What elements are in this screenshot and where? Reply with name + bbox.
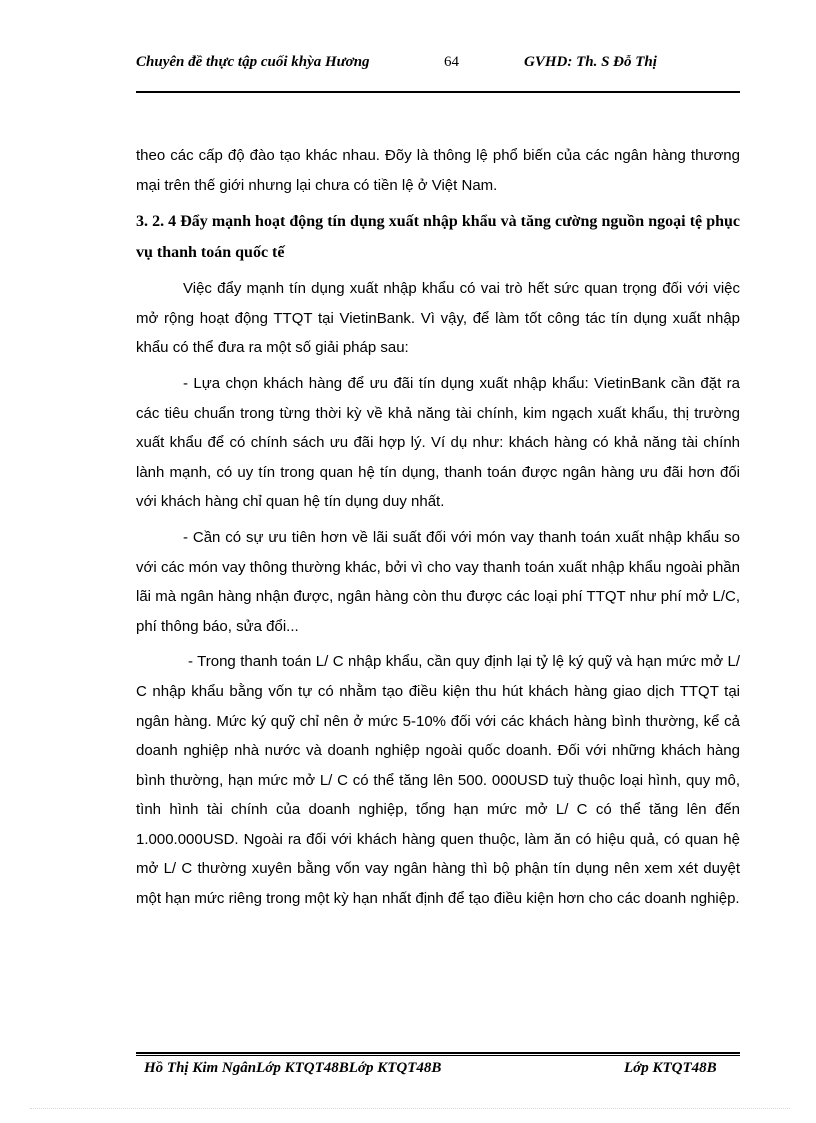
- body-text: [136, 141, 740, 920]
- paragraph-bullet-1: - Lựa chọn khách hàng để ưu đãi tín dụng xuất nhập khẩu: VietinBank cần đặt ra các tiêu chuẩn trong từng thời kỳ về khả năng tài chính, kim ngạch xuất khẩu, thị trường xuất khẩu để có chính sách ưu đãi hợp lý. Ví dụ như: khách hàng có khả năng tài chính lành mạnh, có uy tín trong quan hệ tín dụng, thanh toán được ngân hàng ưu đãi hơn đối với khách hàng chỉ quan hệ tín dụng duy nhất.: [136, 374, 740, 511]
- header-supervisor: GVHD: Th. S Đỗ Thị: [524, 54, 657, 70]
- page-number: 64: [444, 54, 459, 70]
- paragraph-bullet-3: - Trong thanh toán L/ C nhập khẩu, cần quy định lại tỷ lệ ký quỹ và hạn mức mở L/ C nhập khẩu bằng vốn tự có nhằm tạo điều kiện thu hút khách hàng giao dịch TTQT tại ngân hàng. Mức ký quỹ chỉ nên ở mức 5-10% đối với các khách hàng bình thường, kể cả doanh nghiệp nhà nước và doanh nghiệp ngoài quốc doanh. Đối với những khách hàng bình thường, hạn mức mở L/ C có thể tăng lên 500. 000USD tuỳ thuộc loại hình, quy mô, tình hình tài chính của doanh nghiệp, tổng hạn mức mở L/ C có thể tăng lên đến 1.000.000USD. Ngoài ra đối với khách hàng quen thuộc, làm ăn có hiệu quả, có quan hệ mở L/ C thường xuyên bằng vốn vay ngân hàng thì bộ phận tín dụng nên xem xét duyệt một hạn mức riêng trong một kỳ hạn nhất định để tạo điều kiện hơn cho các doanh nghiệp.: [136, 653, 740, 908]
- paragraph-bullet-2: - Cần có sự ưu tiên hơn về lãi suất đối với món vay thanh toán xuất nhập khẩu so với các món vay thông thường khác, bởi vì cho vay thanh toán xuất nhập khẩu ngoài phần lãi mà ngân hàng nhận được, ngân hàng còn thu được các loại phí TTQT như phí mở L/C, phí thông báo, sửa đổi...: [136, 528, 740, 635]
- section-heading: 3. 2. 4 Đẩy mạnh hoạt động tín dụng xuất nhập khẩu và tăng cường nguồn ngoại tệ phục vụ thanh toán quốc tế: [136, 213, 740, 262]
- header-title: Chuyên đề thực tập cuối khỳa Hương: [136, 54, 370, 70]
- header-divider: [136, 91, 740, 93]
- footer-divider-thin: [136, 1055, 740, 1056]
- page-bottom-dotted-line: [30, 1108, 790, 1109]
- footer-author: Hồ Thị Kim NgânLớp KTQT48BLớp KTQT48B: [144, 1060, 442, 1076]
- footer-class: Lớp KTQT48B: [624, 1060, 717, 1076]
- footer-divider: [136, 1052, 740, 1054]
- paragraph-continuation: theo các cấp độ đào tạo khác nhau. Đõy là thông lệ phổ biến của các ngân hàng thương mại trên thế giới nhưng lại chưa có tiền lệ ở Việt Nam.: [136, 147, 740, 194]
- paragraph-intro: Việc đẩy mạnh tín dụng xuất nhập khẩu có vai trò hết sức quan trọng đối với việc mở rộng hoạt động TTQT tại VietinBank. Vì vậy, để làm tốt công tác tín dụng xuất nhập khẩu có thể đưa ra một số giải pháp sau:: [136, 280, 740, 357]
